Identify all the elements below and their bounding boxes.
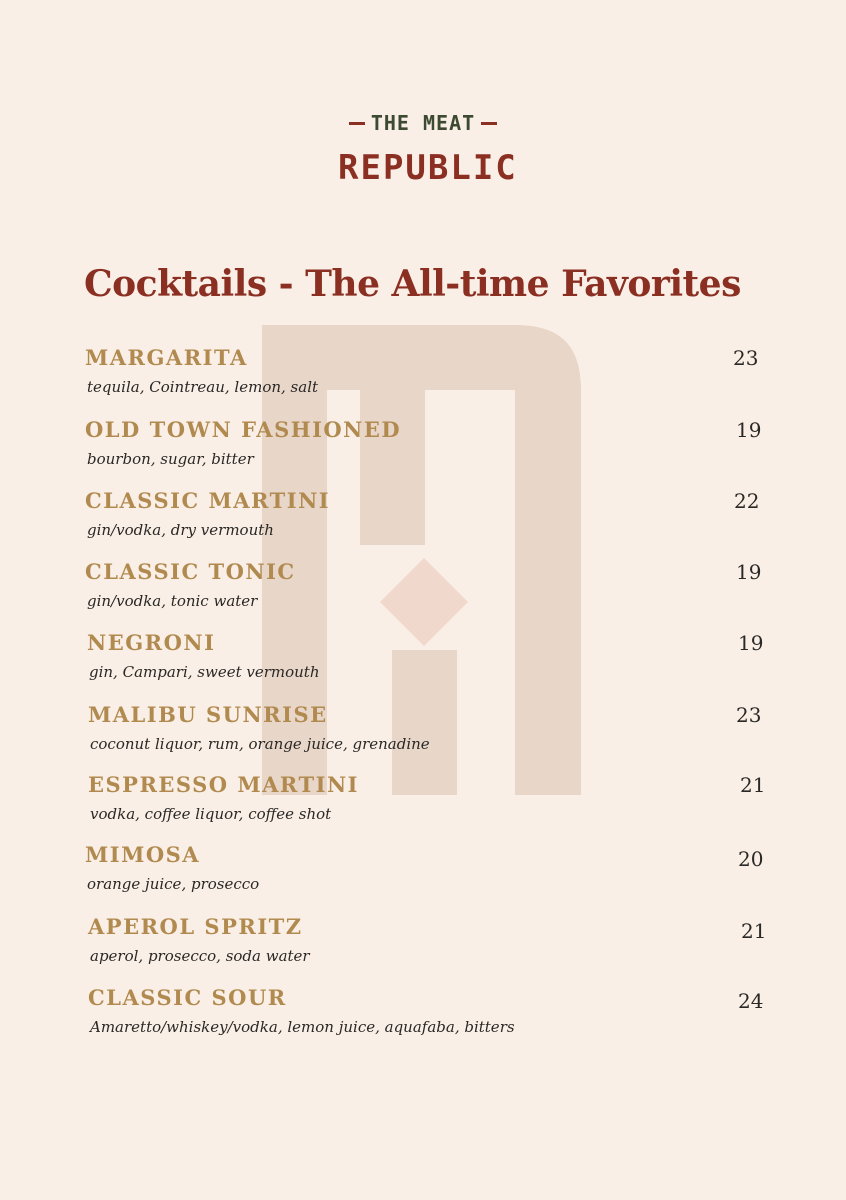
menu-item (0, 840, 846, 910)
menu-item-name: MALIBU SUNRISE (88, 702, 328, 727)
menu-item (0, 628, 846, 698)
menu-item-name: APEROL SPRITZ (88, 914, 303, 939)
menu-item-name: CLASSIC MARTINI (85, 488, 331, 513)
menu-title: Cocktails - The All-time Favorites (84, 263, 741, 305)
menu-item (0, 912, 846, 982)
menu-item-price: 19 (736, 560, 762, 584)
menu-item-name: MARGARITA (85, 345, 248, 370)
menu-item-name: OLD TOWN FASHIONED (85, 417, 402, 442)
brand-logo (338, 108, 518, 192)
menu-item-price: 21 (741, 919, 767, 943)
menu-item-price: 24 (738, 989, 764, 1013)
menu-item-name: CLASSIC SOUR (88, 985, 287, 1010)
menu-item (0, 343, 846, 413)
menu-item (0, 770, 846, 840)
menu-item-price: 23 (733, 346, 759, 370)
logo-line-1: THE MEAT (370, 111, 476, 135)
menu-item-price: 19 (736, 418, 762, 442)
menu-item-description: gin/vodka, dry vermouth (87, 521, 274, 539)
menu-item (0, 557, 846, 627)
menu-item (0, 983, 846, 1053)
menu-item-name: NEGRONI (87, 630, 216, 655)
menu-item-name: CLASSIC TONIC (85, 559, 296, 584)
menu-item-price: 22 (734, 489, 760, 513)
menu-item (0, 415, 846, 485)
menu-item-price: 20 (738, 847, 764, 871)
menu-item-description: vodka, coffee liquor, coffee shot (90, 805, 332, 823)
menu-item-description: gin/vodka, tonic water (87, 592, 258, 610)
menu-item-price: 19 (738, 631, 764, 655)
logo-line-2: REPUBLIC (338, 148, 518, 188)
menu-item-price: 21 (740, 773, 766, 797)
menu-item-description: bourbon, sugar, bitter (87, 450, 254, 468)
logo-left-dash (349, 122, 365, 125)
menu-item-name: MIMOSA (85, 842, 201, 867)
menu-item (0, 486, 846, 556)
menu-item-price: 23 (736, 703, 762, 727)
menu-item-description: Amaretto/whiskey/vodka, lemon juice, aquafaba, bitters (90, 1018, 515, 1036)
logo-right-dash (481, 122, 497, 125)
menu-item-description: tequila, Cointreau, lemon, salt (87, 378, 319, 396)
menu-item-description: aperol, prosecco, soda water (90, 947, 310, 965)
menu-item (0, 700, 846, 770)
menu-item-description: gin, Campari, sweet vermouth (89, 663, 320, 681)
menu-item-description: coconut liquor, rum, orange juice, grenadine (90, 735, 430, 753)
menu-item-name: ESPRESSO MARTINI (88, 772, 359, 797)
menu-item-description: orange juice, prosecco (87, 875, 260, 893)
